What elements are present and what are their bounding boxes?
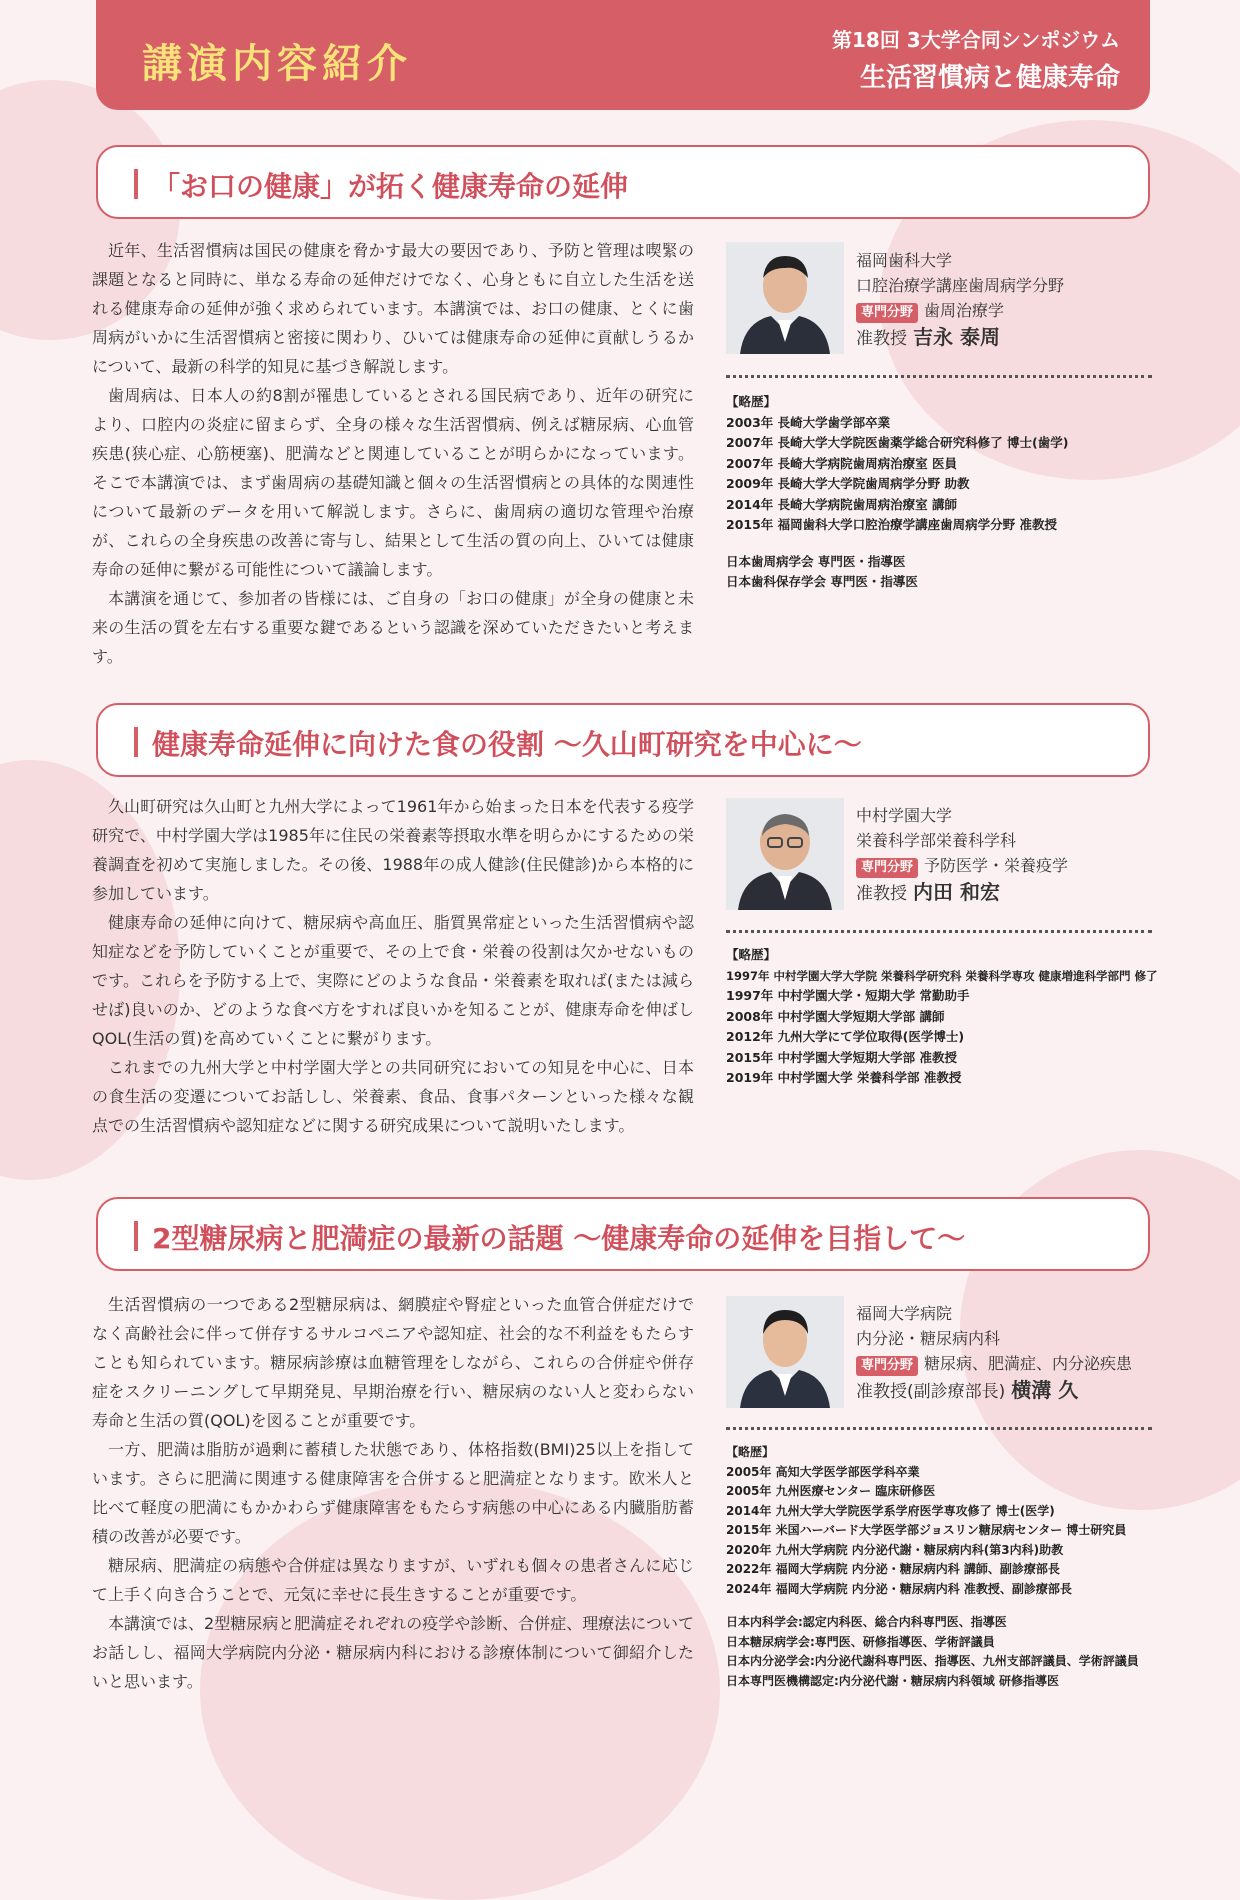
specialty-row xyxy=(856,298,1064,323)
society-item: 日本内科学会:認定内科医、総合内科専門医、指導医 xyxy=(726,1615,1007,1629)
society-item: 日本歯科保存学会 専門医・指導医 xyxy=(726,574,918,589)
speaker-name: 吉永 泰周 xyxy=(913,325,1000,349)
speaker-photo xyxy=(726,798,844,910)
career-item: 2015年 中村学園大学短期大学部 准教授 xyxy=(726,1049,957,1065)
abstract-paragraph: 健康寿命の延伸に向けて、糖尿病や高血圧、脂質異常症といった生活習慣病や認知症などを予防していくことが重要で、その上で食・栄養の役割は欠かせないものです。これらを予防する上で、実際にどのような食品・栄養素を取れば(または減らせば)良いのか、どのような食べ方をすれば良いかを知ることが、健康寿命を伸ばしQOL(生活の質)を高めていくことに繋がります。 xyxy=(92,913,694,1048)
career-item: 2005年 高知大学医学部医学科卒業 xyxy=(726,1464,920,1479)
abstract-paragraph: これまでの九州大学と中村学園大学との共同研究においての知見を中心に、日本の食生活の変遷についてお話しし、栄養素、食品、食事パターンといった様々な観点での生活習慣病や認知症などに関する研究成果について説明いたします。 xyxy=(92,1058,694,1135)
specialty-tag: 専門分野 xyxy=(856,1356,918,1376)
speaker-department: 栄養科学部栄養科学科 xyxy=(856,831,1017,850)
lecture-abstract xyxy=(92,236,694,671)
dotted-divider xyxy=(726,375,1152,378)
career-block xyxy=(726,945,1156,1089)
lecture-title: 健康寿命延伸に向けた食の役割 ～久山町研究を中心に～ xyxy=(152,728,862,761)
career-block xyxy=(726,1443,1156,1691)
lecture-title-box xyxy=(96,145,1150,219)
career-item: 2022年 福岡大学病院 内分泌・糖尿病内科 講師、副診療部長 xyxy=(726,1562,1060,1576)
event-theme: 生活習慣病と健康寿命 xyxy=(859,63,1120,93)
specialty-tag: 専門分野 xyxy=(856,858,918,878)
abstract-paragraph: 一方、肥満は脂肪が過剰に蓄積した状態であり、体格指数(BMI)25以上を指しています。さらに肥満に関連する健康障害を合併すると肥満症となります。欧米人と比べて軽度の肥満にもかかわらず健康障害をもたらす病態の中心にある内臓脂肪蓄積の改善が必要です。 xyxy=(92,1440,694,1546)
career-item: 2007年 長崎大学病院歯周病治療室 医員 xyxy=(726,455,957,471)
career-item: 2014年 九州大学大学院医学系学府医学専攻修了 博士(医学) xyxy=(726,1503,1055,1518)
abstract-paragraph: 久山町研究は久山町と九州大学によって1961年から始まった日本を代表する疫学研究で、中村学園大学は1985年に住民の栄養素等摂取水準を明らかにするための栄養調査を初めて実施しました。その後、1988年の成人健診(住民健診)から本格的に参加しています。 xyxy=(92,797,694,903)
career-item: 2007年 長崎大学大学院医歯薬学総合研究科修了 博士(歯学) xyxy=(726,435,1069,450)
speaker-info xyxy=(856,803,1068,907)
speaker-affiliation: 福岡大学病院 xyxy=(856,1304,953,1323)
career-item: 2009年 長崎大学大学院歯周病学分野 助教 xyxy=(726,476,970,491)
speaker-name-row xyxy=(856,1378,1132,1405)
event-info xyxy=(832,24,1120,94)
event-name: 第18回 3大学合同シンポジウム xyxy=(831,28,1120,52)
lecture-title-box xyxy=(96,703,1150,777)
career-item: 2012年 九州大学にて学位取得(医学博士) xyxy=(726,1029,965,1044)
career-heading: 【略歴】 xyxy=(726,394,777,409)
page-header xyxy=(96,0,1150,110)
lecture-abstract xyxy=(92,1290,694,1696)
speaker-name-row xyxy=(856,880,1068,907)
abstract-paragraph: 本講演では、2型糖尿病と肥満症それぞれの疫学や診断、合併症、理療法についてお話しし、福岡大学病院内分泌・糖尿病内科における診療体制について御紹介したいと思います。 xyxy=(92,1614,694,1691)
society-item: 日本内分泌学会:内分泌代謝科専門医、指導医、九州支部評議員、学術評議員 xyxy=(726,1654,1139,1668)
speaker-affiliation: 中村学園大学 xyxy=(856,806,953,825)
career-block xyxy=(726,392,1156,593)
specialty-tag: 専門分野 xyxy=(856,303,918,323)
career-item: 2003年 長崎大学歯学部卒業 xyxy=(726,414,891,430)
dotted-divider xyxy=(726,930,1152,933)
speaker-info xyxy=(856,248,1064,352)
speaker-photo xyxy=(726,1296,844,1408)
speaker-rank: 准教授(副診療部長) xyxy=(856,1382,1006,1402)
lecture-title: 2型糖尿病と肥満症の最新の話題 ～健康寿命の延伸を目指して～ xyxy=(152,1222,966,1255)
abstract-paragraph: 歯周病は、日本人の約8割が罹患しているとされる国民病であり、近年の研究により、口腔内の炎症に留まらず、全身の様々な生活習慣病、例えば糖尿病、心血管疾患(狭心症、心筋梗塞)、肥満などと関連していることが明らかになっています。そこで本講演では、まず歯周病の基礎知識と個々の生活習慣病との具体的な関連性について最新のデータを用いて解説します。さらに、歯周病の適切な管理や治療が、これらの全身疾患の改善に寄与し、結果として生活の質の向上、ひいては健康寿命の延伸に繋がる可能性について議論します。 xyxy=(92,386,694,579)
society-item: 日本歯周病学会 専門医・指導医 xyxy=(726,553,906,569)
specialty-value: 歯周治療学 xyxy=(924,301,1005,320)
career-item: 1997年 中村学園大学・短期大学 常勤助手 xyxy=(726,988,970,1003)
page-title: 講演内容紹介 xyxy=(142,41,412,87)
career-item: 2015年 福岡歯科大学口腔治療学講座歯周病学分野 准教授 xyxy=(726,517,1057,532)
career-item: 2014年 長崎大学病院歯周病治療室 講師 xyxy=(726,496,957,512)
dotted-divider xyxy=(726,1427,1152,1430)
abstract-paragraph: 本講演を通じて、参加者の皆様には、ご自身の「お口の健康」が全身の健康と未来の生活の質を左右する重要な鍵であるという認識を深めていただきたいと考えます。 xyxy=(92,589,694,666)
speaker-department: 内分泌・糖尿病内科 xyxy=(856,1329,1001,1348)
specialty-value: 予防医学・栄養疫学 xyxy=(924,856,1069,875)
speaker-department: 口腔治療学講座歯周病学分野 xyxy=(856,276,1065,295)
lecture-abstract xyxy=(92,792,694,1140)
lecture-title-box xyxy=(96,1197,1150,1271)
abstract-paragraph: 近年、生活習慣病は国民の健康を脅かす最大の要因であり、予防と管理は喫緊の課題となると同時に、単なる寿命の延伸だけでなく、心身ともに自立した生活を送れる健康寿命の延伸が強く求められています。本講演では、お口の健康、とくに歯周病がいかに生活習慣病と密接に関わり、ひいては健康寿命の延伸に貢献しうるかについて、最新の科学的知見に基づき解説します。 xyxy=(92,241,694,376)
career-item: 1997年 中村学園大学大学院 栄養科学研究科 栄養科学専攻 健康増進科学部門 修了 xyxy=(726,968,1158,983)
career-item: 2005年 九州医療センター 臨床研修医 xyxy=(726,1484,936,1498)
specialty-row xyxy=(856,1351,1132,1376)
speaker-name-row xyxy=(856,325,1064,352)
society-item: 日本専門医機構認定:内分泌代謝・糖尿病内科領域 研修指導医 xyxy=(726,1673,1059,1688)
title-accent-bar xyxy=(134,727,138,757)
lecture-title: 「お口の健康」が拓く健康寿命の延伸 xyxy=(152,170,629,203)
speaker-rank: 准教授 xyxy=(856,884,907,904)
career-item: 2008年 中村学園大学短期大学部 講師 xyxy=(726,1008,945,1024)
specialty-value: 糖尿病、肥満症、内分泌疾患 xyxy=(924,1354,1133,1373)
abstract-paragraph: 生活習慣病の一つである2型糖尿病は、網膜症や腎症といった血管合併症だけでなく高齢社会に伴って併存するサルコペニアや認知症、社会的な不利益をもたらすことも知られています。糖尿病診療は血糖管理をしながら、これらの合併症や併存症をスクリーニングして早期発見、早期治療を行い、糖尿病のない人と変わらない寿命と生活の質(QOL)を図ることが重要です。 xyxy=(92,1295,694,1430)
career-item: 2015年 米国ハーバード大学医学部ジョスリン糖尿病センター 博士研究員 xyxy=(726,1523,1127,1537)
speaker-name: 横溝 久 xyxy=(1011,1378,1079,1402)
career-heading: 【略歴】 xyxy=(726,947,777,962)
title-accent-bar xyxy=(134,1221,138,1251)
abstract-paragraph: 糖尿病、肥満症の病態や合併症は異なりますが、いずれも個々の患者さんに応じて上手く向き合うことで、元気に幸せに長生きすることが重要です。 xyxy=(92,1556,694,1604)
specialty-row xyxy=(856,853,1068,878)
society-item: 日本糖尿病学会:専門医、研修指導医、学術評議員 xyxy=(726,1634,995,1649)
title-accent-bar xyxy=(134,169,138,199)
career-heading: 【略歴】 xyxy=(726,1445,775,1459)
speaker-rank: 准教授 xyxy=(856,329,907,349)
speaker-affiliation: 福岡歯科大学 xyxy=(856,251,953,270)
speaker-name: 内田 和宏 xyxy=(913,880,1000,904)
career-item: 2019年 中村学園大学 栄養科学部 准教授 xyxy=(726,1070,962,1085)
career-item: 2024年 福岡大学病院 内分泌・糖尿病内科 准教授、副診療部長 xyxy=(726,1581,1072,1596)
career-item: 2020年 九州大学病院 内分泌代謝・糖尿病内科(第3内科)助教 xyxy=(726,1542,1064,1557)
speaker-info xyxy=(856,1301,1132,1405)
speaker-photo xyxy=(726,242,844,354)
